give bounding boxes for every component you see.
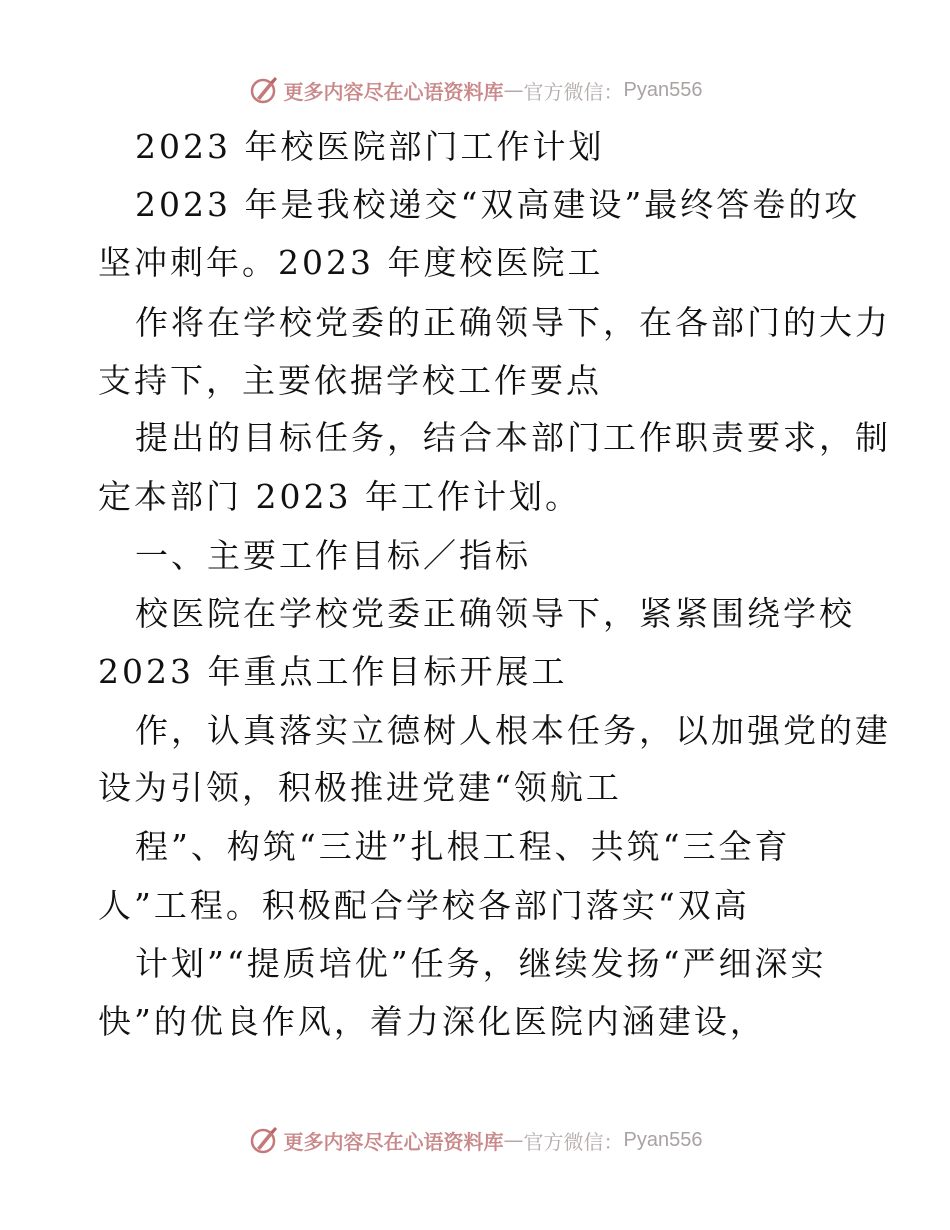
quill-seal-icon — [248, 1124, 280, 1156]
watermark-official-label: 官方微信： — [523, 1129, 624, 1154]
paragraph-line: 作，认真落实立德树人根本任务，以加强党的建 — [135, 711, 891, 750]
watermark-wechat-id: Pyan556 — [623, 78, 703, 101]
watermark-dash: — — [503, 78, 524, 102]
paragraph-line: 快”的优良作风，着力深化医院内涵建设， — [98, 1002, 766, 1041]
paragraph-line: 程”、构筑“三进”扎根工程、共筑“三全育 — [135, 827, 791, 866]
paragraph-line: 提出的目标任务，结合本部门工作职责要求，制 — [135, 418, 891, 457]
footer-watermark — [0, 1120, 950, 1160]
watermark-official-label: 官方微信： — [523, 79, 624, 104]
quill-seal-icon — [248, 74, 280, 106]
section-heading: 一、主要工作目标／指标 — [135, 536, 531, 575]
paragraph-line: 校医院在学校党委正确领导下，紧紧围绕学校 — [135, 594, 855, 633]
paragraph-line: 计划”“提质培优”任务，继续发扬“严细深实 — [135, 944, 827, 983]
header-watermark — [0, 70, 950, 110]
paragraph-line: 2023 年重点工作目标开展工 — [98, 652, 568, 691]
paragraph-line: 定本部门 2023 年工作计划。 — [98, 477, 581, 516]
watermark-main-text: 更多内容尽在心语资料库 — [283, 79, 504, 104]
paragraph-line: 设为引领，积极推进党建“领航工 — [98, 768, 622, 807]
watermark-main-text: 更多内容尽在心语资料库 — [283, 1129, 504, 1154]
paragraph-line: 坚冲刺年。2023 年度校医院工 — [98, 243, 604, 282]
paragraph-line: 作将在学校党委的正确领导下，在各部门的大力 — [135, 303, 891, 342]
paragraph-line: 支持下，主要依据学校工作要点 — [98, 361, 602, 400]
watermark-dash: — — [503, 1128, 524, 1152]
watermark-wechat-id: Pyan556 — [623, 1128, 703, 1151]
paragraph-line: 2023 年是我校递交“双高建设”最终答卷的攻 — [135, 185, 861, 224]
paragraph-line: 人”工程。积极配合学校各部门落实“双高 — [98, 886, 750, 925]
doc-title: 2023 年校医院部门工作计划 — [135, 127, 605, 166]
